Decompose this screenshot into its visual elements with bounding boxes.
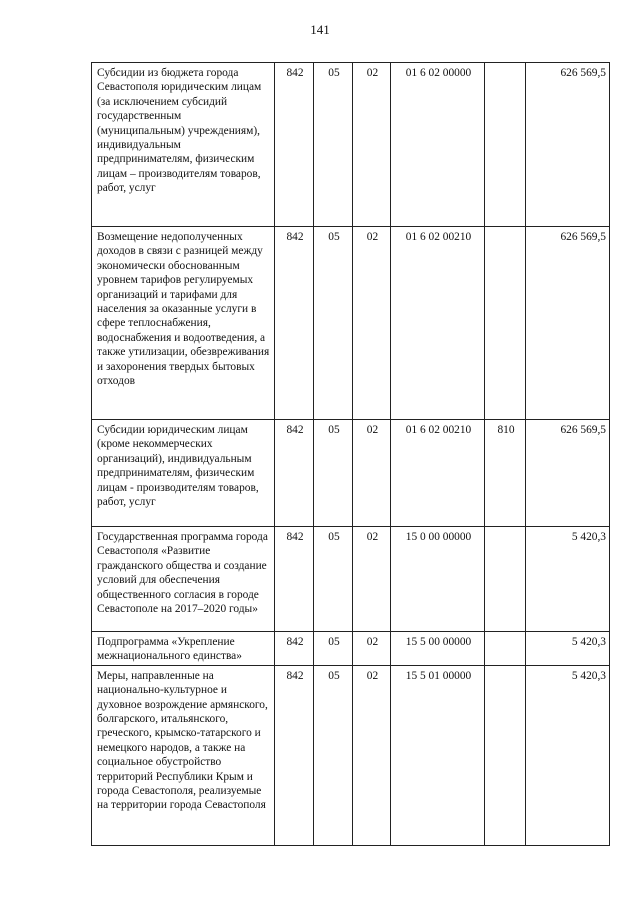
target-article-code: 15 5 01 00000 [391, 665, 485, 845]
subsection-code: 02 [353, 665, 391, 845]
ministry-code: 842 [275, 632, 314, 666]
target-article-code: 15 0 00 00000 [391, 527, 485, 632]
subsection-code: 02 [353, 227, 391, 420]
subsection-code: 02 [353, 527, 391, 632]
table-row [92, 420, 610, 527]
row-name: Субсидии из бюджета города Севастополя юридическим лицам (за исключением субсидий государственным (муниципальным) учреждениям), индивидуальным предпринимателям, физическим лицам – производителям товаров, работ, услуг [92, 63, 275, 227]
table-row [92, 665, 610, 845]
page-number: 141 [310, 22, 330, 37]
expense-type-code: 810 [485, 420, 526, 527]
subsection-code: 02 [353, 632, 391, 666]
amount: 626 569,5 [526, 63, 610, 227]
amount: 626 569,5 [526, 227, 610, 420]
target-article-code: 15 5 00 00000 [391, 632, 485, 666]
section-code: 05 [314, 632, 353, 666]
expense-type-code [485, 63, 526, 227]
amount: 5 420,3 [526, 632, 610, 666]
row-name: Возмещение недополученных доходов в связи с разницей между экономически обоснованным уровнем тарифов регулируемых организаций и тарифами для населения за оказанные услуги в сфере теплоснабжения, водоснабжения и водоотведения, а также утилизации, обезвреживания и захоронения твердых бытовых отходов [92, 227, 275, 420]
section-code: 05 [314, 665, 353, 845]
expense-type-code [485, 527, 526, 632]
expense-type-code [485, 665, 526, 845]
amount: 626 569,5 [526, 420, 610, 527]
budget-table [91, 62, 610, 846]
subsection-code: 02 [353, 63, 391, 227]
amount: 5 420,3 [526, 527, 610, 632]
expense-type-code [485, 632, 526, 666]
table-row [92, 632, 610, 666]
row-name: Государственная программа города Севастополя «Развитие гражданского общества и создание условий для обеспечения общественного согласия в городе Севастополе на 2017–2020 годы» [92, 527, 275, 632]
ministry-code: 842 [275, 420, 314, 527]
subsection-code: 02 [353, 420, 391, 527]
ministry-code: 842 [275, 527, 314, 632]
target-article-code: 01 6 02 00210 [391, 420, 485, 527]
table-row [92, 227, 610, 420]
ministry-code: 842 [275, 63, 314, 227]
ministry-code: 842 [275, 665, 314, 845]
row-name: Субсидии юридическим лицам (кроме некоммерческих организаций), индивидуальным предпринимателям, физическим лицам - производителям товаров, работ, услуг [92, 420, 275, 527]
section-code: 05 [314, 527, 353, 632]
table-row [92, 527, 610, 632]
section-code: 05 [314, 63, 353, 227]
table-row [92, 63, 610, 227]
target-article-code: 01 6 02 00210 [391, 227, 485, 420]
row-name: Подпрограмма «Укрепление межнационального единства» [92, 632, 275, 666]
target-article-code: 01 6 02 00000 [391, 63, 485, 227]
section-code: 05 [314, 227, 353, 420]
amount: 5 420,3 [526, 665, 610, 845]
row-name: Меры, направленные на национально-культурное и духовное возрождение армянского, болгарского, итальянского, греческого, крымско-татарского и немецкого народов, а также на социальное обустройство территорий Республики Крым и города Севастополя, реализуемые на территории города Севастополя [92, 665, 275, 845]
ministry-code: 842 [275, 227, 314, 420]
section-code: 05 [314, 420, 353, 527]
expense-type-code [485, 227, 526, 420]
